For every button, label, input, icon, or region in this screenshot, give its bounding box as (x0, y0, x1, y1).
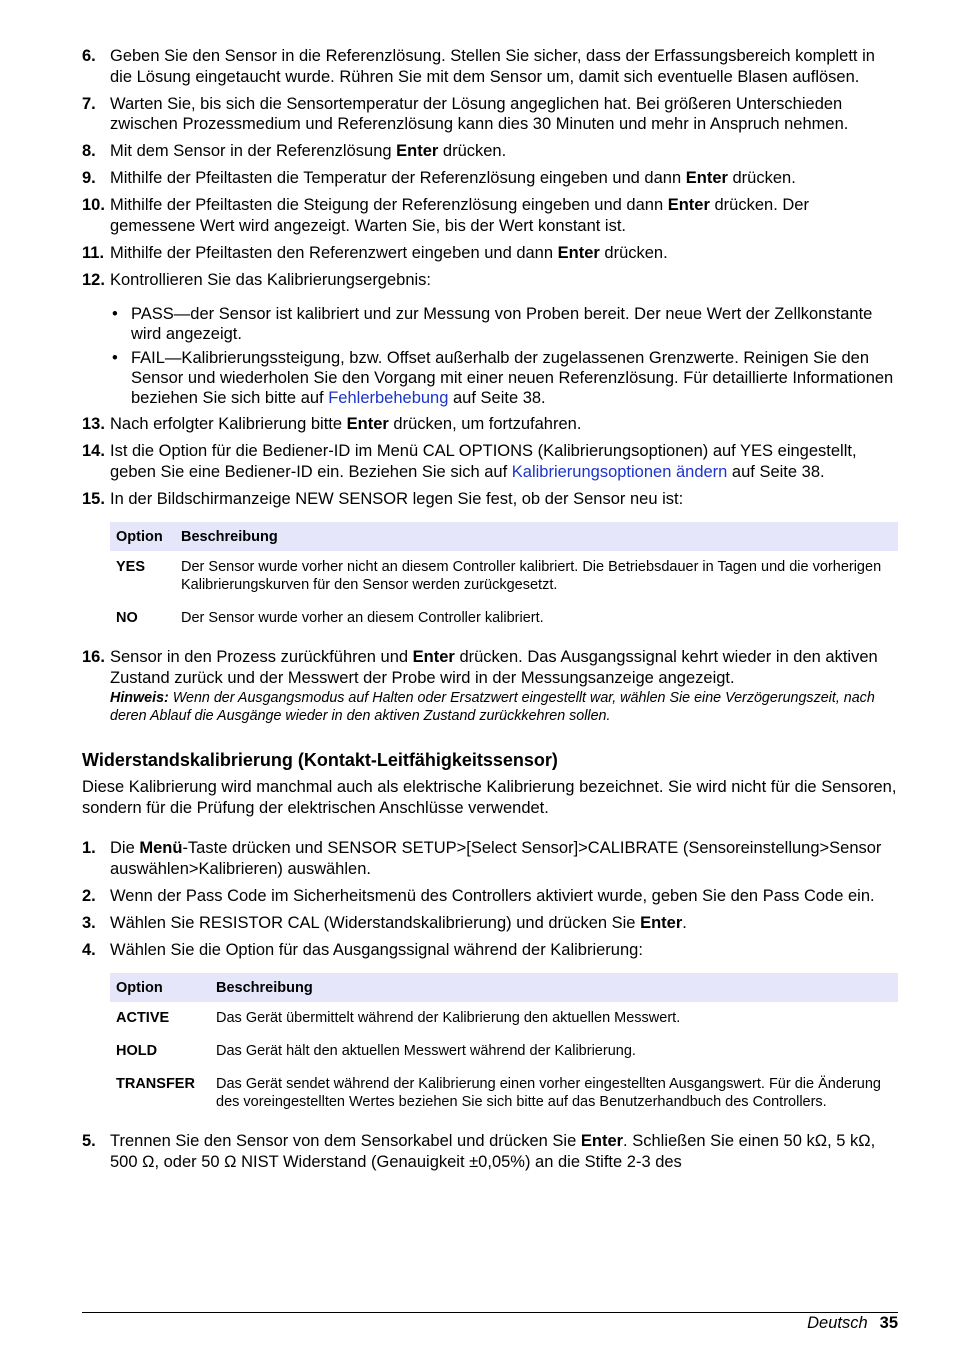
option-cell: HOLD (116, 1043, 158, 1059)
footer-label (807, 1313, 898, 1333)
link-fehlerbehebung[interactable]: Fehlerbehebung (328, 389, 449, 407)
option-cell: ACTIVE (116, 1010, 170, 1026)
step-15: 15. In der Bildschirmanzeige NEW SENSOR legen Sie fest, ob der Sensor neu ist: (82, 489, 684, 508)
option-cell: YES (116, 559, 146, 575)
section-intro: Diese Kalibrierung wird manchmal auch als elektrische Kalibrierung bezeichnet. Sie wird nicht für die Sensoren, sondern für die Prüfung der elektrischen Anschlüsse verwendet. (82, 778, 897, 817)
description-cell: Das Gerät hält den aktuellen Messwert während der Kalibrierung. (216, 1043, 636, 1059)
note-label: Hinweis: (110, 690, 169, 706)
step-8: 8. Mit dem Sensor in der Referenzlösung Enter drücken. (82, 142, 507, 160)
step-c3: 3. Wählen Sie RESISTOR CAL (Widerstandskalibrierung) und drücken Sie Enter. (82, 913, 687, 932)
link-kalibrierungsoptionen[interactable]: Kalibrierungsoptionen ändern (511, 462, 728, 481)
description-cell: Das Gerät sendet während der Kalibrierung einen vorher eingestellten Ausgangswert. Für die Änderung des voreingestellten Wertes beziehen Sie sich bitte auf das Benutzerhandbuch des Controllers. (216, 1076, 881, 1110)
description-cell: Der Sensor wurde vorher an diesem Controller kalibriert. (181, 610, 544, 626)
step-11: 11. Mithilfe der Pfeiltasten den Referenzwert eingeben und dann Enter drücken. (82, 243, 668, 262)
bullet-dot: • (112, 349, 118, 367)
bullet-dot: • (112, 305, 118, 323)
step-14: 14. Ist die Option für die Bediener-ID im Menü CAL OPTIONS (Kalibrierungsoptionen) auf YES eingestellt, geben Sie eine Bediener-ID ein. Beziehen Sie sich auf Kalibrierungsoptionen ändern auf Seite 38. (82, 442, 857, 481)
footer-language: Deutsch (807, 1314, 868, 1332)
table-row (110, 602, 898, 635)
column-header-description: Beschreibung (210, 973, 898, 1002)
table-row (110, 1068, 898, 1119)
new-sensor-options-table (110, 522, 898, 635)
table-header-row (110, 973, 898, 1002)
step-c5: 5. Trennen Sie den Sensor von dem Sensorkabel und drücken Sie Enter. Schließen Sie einen 50 kΩ, 5 kΩ, 500 Ω, oder 50 Ω NIST Widerstand (Genauigkeit ±0,05%) an die Stifte 2-3 des (82, 1132, 876, 1171)
step-9: 9. Mithilfe der Pfeiltasten die Temperatur der Referenzlösung eingeben und dann Enter drücken. (82, 169, 796, 187)
table-row (110, 551, 898, 602)
column-header-option: Option (110, 522, 175, 551)
step-12: 12. Kontrollieren Sie das Kalibrierungsergebnis: (82, 270, 432, 289)
option-cell: NO (116, 610, 138, 626)
output-options-table (110, 973, 898, 1119)
step-6: 6. Geben Sie den Sensor in die Referenzlösung. Stellen Sie sicher, dass der Erfassungsbereich komplett in die Lösung eingetaucht wurde. Rühren Sie mit dem Sensor um, damit sich eventuelle Blasen auflösen. (82, 47, 875, 86)
bullet-fail: • FAIL—Kalibrierungssteigung, bzw. Offset außerhalb der zugelassenen Grenzwerte. Reinigen Sie den Sensor und wiederholen Sie den Vorgang mit einer neuen Referenzlösung. Für detaillierte Informationen beziehen Sie sich bitte auf Fehlerbehebung auf Seite 38. (112, 349, 894, 407)
bullet-pass: • PASS—der Sensor ist kalibriert und zur Messung von Proben bereit. Der neue Wert der Zellkonstante wird angezeigt. (112, 305, 873, 343)
document-page (82, 46, 898, 1179)
table-header-row (110, 522, 898, 551)
note: Hinweis: Wenn der Ausgangsmodus auf Halten oder Ersatzwert eingestellt war, wählen Sie eine Verzögerungszeit, nach deren Ablauf die Ausgänge wieder in den aktiven Zustand zurückkehren sollen. (110, 690, 875, 724)
page-footer (82, 1312, 898, 1332)
section-heading: Widerstandskalibrierung (Kontakt-Leitfähigkeitssensor) (82, 750, 558, 770)
table-row (110, 1035, 898, 1068)
step-c4: 4. Wählen Sie die Option für das Ausgangssignal während der Kalibrierung: (82, 940, 643, 959)
page-number: 35 (879, 1314, 898, 1332)
column-header-description: Beschreibung (175, 522, 898, 551)
description-cell: Der Sensor wurde vorher nicht an diesem Controller kalibriert. Die Betriebsdauer in Tagen und die vorherigen Kalibrierungskurven für den Sensor werden zurückgesetzt. (181, 559, 882, 593)
step-7: 7. Warten Sie, bis sich die Sensortemperatur der Lösung angeglichen hat. Bei größeren Unterschieden zwischen Prozessmedium und Referenzlösung kann dies 30 Minuten und mehr in Anspruch nehmen. (82, 94, 849, 133)
step-16: 16. Sensor in den Prozess zurückführen und Enter drücken. Das Ausgangssignal kehrt wieder in den aktiven Zustand zurück und der Messwert der Probe wird in der Messungsanzeige angezeigt. Hinweis: Wenn der Ausgangsmodus auf Halten oder Ersatzwert eingestellt war, wählen Sie eine Verzögerungszeit, nach deren Ablauf die Ausgänge wieder in den aktiven Zustand zurückkehren sollen. (82, 647, 898, 725)
column-header-option: Option (110, 973, 210, 1002)
step-c2: 2. Wenn der Pass Code im Sicherheitsmenü des Controllers aktiviert wurde, geben Sie den Pass Code ein. (82, 886, 875, 905)
description-cell: Das Gerät übermittelt während der Kalibrierung den aktuellen Messwert. (216, 1010, 681, 1026)
step-13: 13. Nach erfolgter Kalibrierung bitte Enter drücken, um fortzufahren. (82, 415, 582, 433)
result-bullet-list (110, 304, 898, 408)
table-row (110, 1002, 898, 1035)
step-10: 10. Mithilfe der Pfeiltasten die Steigung der Referenzlösung eingeben und dann Enter drücken. Der gemessene Wert wird angezeigt. Warten Sie, bis der Wert konstant ist. (82, 196, 809, 235)
step-c1: 1. Die Menü-Taste drücken und SENSOR SETUP>[Select Sensor]>CALIBRATE (Sensoreinstellung>Sensor auswählen>Kalibrieren) auswählen. (82, 839, 882, 878)
option-cell: TRANSFER (116, 1076, 195, 1092)
